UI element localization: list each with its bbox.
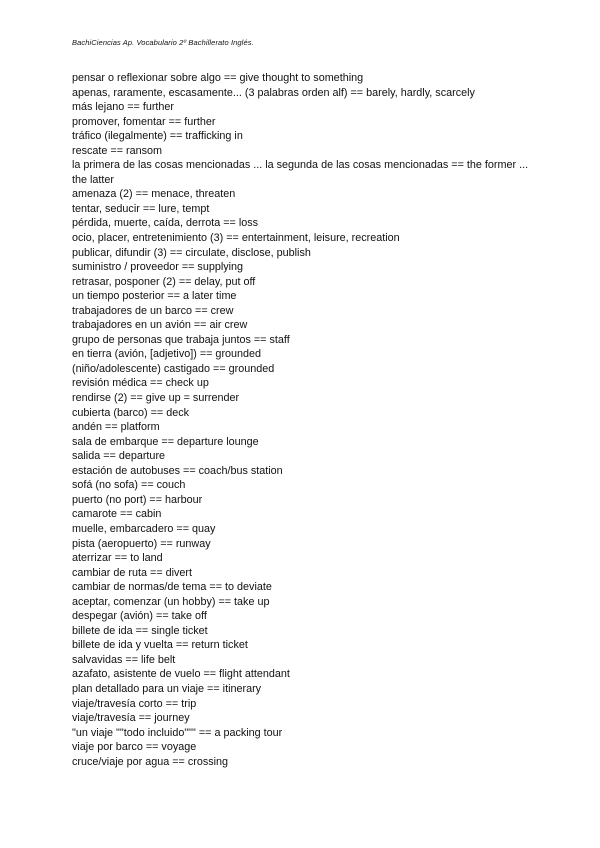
vocabulary-entry: cruce/viaje por agua == crossing [72, 755, 229, 768]
vocabulary-entry: azafato, asistente de vuelo == flight attendant [72, 668, 290, 681]
vocabulary-entry: amenaza (2) == menace, threaten [72, 188, 236, 201]
vocabulary-entry: pérdida, muerte, caída, derrota == loss [72, 217, 259, 230]
vocabulary-entry: plan detallado para un viaje == itinerary [72, 682, 262, 695]
vocabulary-entry: aceptar, comenzar (un hobby) == take up [72, 595, 270, 608]
vocabulary-entry: trabajadores de un barco == crew [72, 304, 234, 317]
vocabulary-entry: un tiempo posterior == a later time [72, 290, 237, 303]
vocabulary-entry: puerto (no port) == harbour [72, 493, 203, 506]
vocabulary-entry: salvavidas == life belt [72, 653, 176, 666]
vocabulary-entry: (niño/adolescente) castigado == grounded [72, 362, 275, 375]
vocabulary-entry: sala de embarque == departure lounge [72, 435, 259, 448]
vocabulary-entry: billete de ida == single ticket [72, 624, 208, 637]
vocabulary-entry: rescate == ransom [72, 144, 163, 157]
vocabulary-entry: viaje/travesía == journey [72, 712, 190, 725]
vocabulary-entry: estación de autobuses == coach/bus station [72, 464, 283, 477]
vocabulary-entry: apenas, raramente, escasamente... (3 palabras orden alf) == barely, hardly, scarcely [72, 86, 475, 99]
vocabulary-entry: sofá (no sofa) == couch [72, 479, 186, 492]
vocabulary-entry: billete de ida y vuelta == return ticket [72, 639, 248, 652]
vocabulary-entry: cambiar de normas/de tema == to deviate [72, 581, 272, 594]
vocabulary-entry: tentar, seducir == lure, tempt [72, 202, 210, 215]
vocabulary-list [72, 71, 532, 769]
vocabulary-entry: publicar, difundir (3) == circulate, disclose, publish [72, 246, 311, 259]
vocabulary-entry: despegar (avión) == take off [72, 610, 207, 623]
vocabulary-entry: viaje/travesía corto == trip [72, 697, 197, 710]
vocabulary-entry: la primera de las cosas mencionadas ... la segunda de las cosas mencionadas == the former ... the latter [72, 159, 529, 186]
vocabulary-entry: tráfico (ilegalmente) == trafficking in [72, 130, 243, 143]
vocabulary-entry: más lejano == further [72, 101, 175, 114]
vocabulary-entry: cambiar de ruta == divert [72, 566, 193, 579]
vocabulary-entry: grupo de personas que trabaja juntos == staff [72, 333, 290, 346]
vocabulary-entry: "un viaje ""todo incluido""" == a packing tour [72, 726, 283, 739]
vocabulary-entry: ocio, placer, entretenimiento (3) == entertainment, leisure, recreation [72, 232, 400, 245]
vocabulary-entry: salida == departure [72, 450, 166, 463]
vocabulary-entry: trabajadores en un avión == air crew [72, 319, 248, 332]
vocabulary-entry: cubierta (barco) == deck [72, 406, 190, 419]
vocabulary-entry: revisión médica == check up [72, 377, 209, 390]
vocabulary-entry: en tierra (avión, [adjetivo]) == grounded [72, 348, 262, 361]
vocabulary-entry: pista (aeropuerto) == runway [72, 537, 211, 550]
vocabulary-entry: pensar o reflexionar sobre algo == give thought to something [72, 72, 364, 84]
vocabulary-entry: viaje por barco == voyage [72, 741, 197, 754]
vocabulary-entry: muelle, embarcadero == quay [72, 522, 216, 535]
vocabulary-entry: aterrizar == to land [72, 552, 163, 565]
vocabulary-entry: camarote == cabin [72, 508, 162, 521]
vocabulary-entry: rendirse (2) == give up = surrender [72, 392, 240, 405]
page-header: BachiCiencias Ap. Vocabulario 2º Bachillerato Inglés. [72, 38, 254, 47]
vocabulary-entry: suministro / proveedor == supplying [72, 261, 244, 274]
vocabulary-entry: retrasar, posponer (2) == delay, put off [72, 275, 256, 288]
vocabulary-entry: andén == platform [72, 421, 160, 434]
vocabulary-entry: promover, fomentar == further [72, 115, 216, 128]
